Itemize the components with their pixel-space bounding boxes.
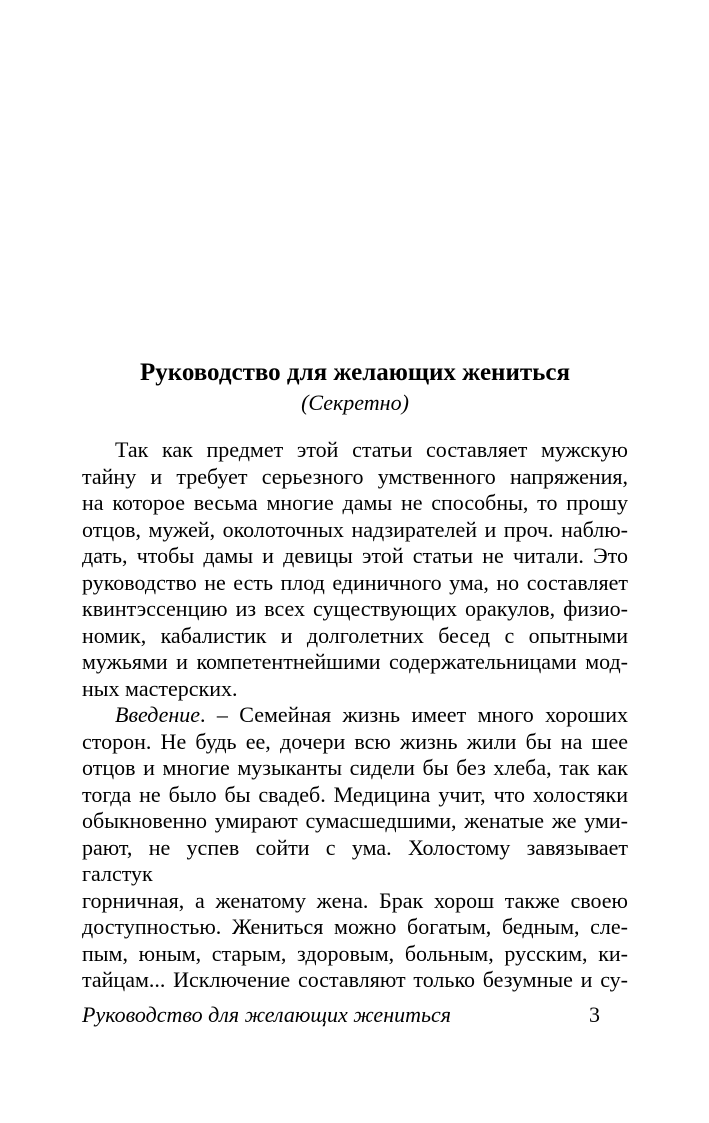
paragraph-line: тайцам... Исключение составляют только безумные и су- [82,967,628,992]
paragraph-line [82,702,628,729]
running-title: Руководство для желающих жениться [82,1002,451,1027]
paragraph-lead-italic: Введение [115,702,201,727]
paragraph-line: номик, кабалистик и долголетних бесед с опытными [82,622,628,648]
paragraph-line: пым, юным, старым, здоровым, больным, русским, ки- [82,940,628,966]
paragraph-line: дать, чтобы дамы и девицы этой статьи не читали. Это [82,543,628,568]
paragraph-lead-rest: . – Семейная жизнь имеет много хороших [200,702,628,727]
paragraph-line: тайну и требует серьезного умственного напряжения, [82,463,628,489]
paragraph-line: квинтэссенцию из всех существующих оракулов, физио- [82,596,628,621]
chapter-subtitle: (Секретно) [301,390,409,415]
paragraph-line: на которое весьма многие дамы не способны, то прошу [82,490,628,515]
page-number: 3 [589,1002,600,1027]
paragraph-line: отцов, мужей, околоточных надзирателей и проч. наблю- [82,516,628,542]
page-footer [82,1001,628,1028]
paragraph-line: Так как предмет этой статьи составляет мужскую [115,437,628,462]
paragraph-line: доступностью. Жениться можно богатым, бедным, сле- [82,914,628,939]
chapter-title: Руководство для желающих жениться [140,359,570,386]
paragraph-line: горничная, а женатому жена. Брак хорош также своею [82,887,628,913]
paragraph-line: ных мастерских. [82,675,238,701]
paragraph-line: тогда не было бы свадеб. Медицина учит, что холостяки [82,781,628,807]
paragraph-line: руководство не есть плод единичного ума, но составляет [82,569,628,595]
paragraph-line: отцов и многие музыканты сидели бы без хлеба, так как [82,755,628,780]
paragraph-line: рают, не успев сойти с ума. Холостому завязывает галстук [82,834,628,886]
body-text [82,437,628,994]
paragraph-line: сторон. Не будь ее, дочери всю жизнь жили бы на шее [82,728,628,754]
paragraph-line: обыкновенно умирают сумасшедшими, женатые же уми- [82,808,628,833]
paragraph-line: мужьями и компетентнейшими содержательницами мод- [82,649,628,674]
